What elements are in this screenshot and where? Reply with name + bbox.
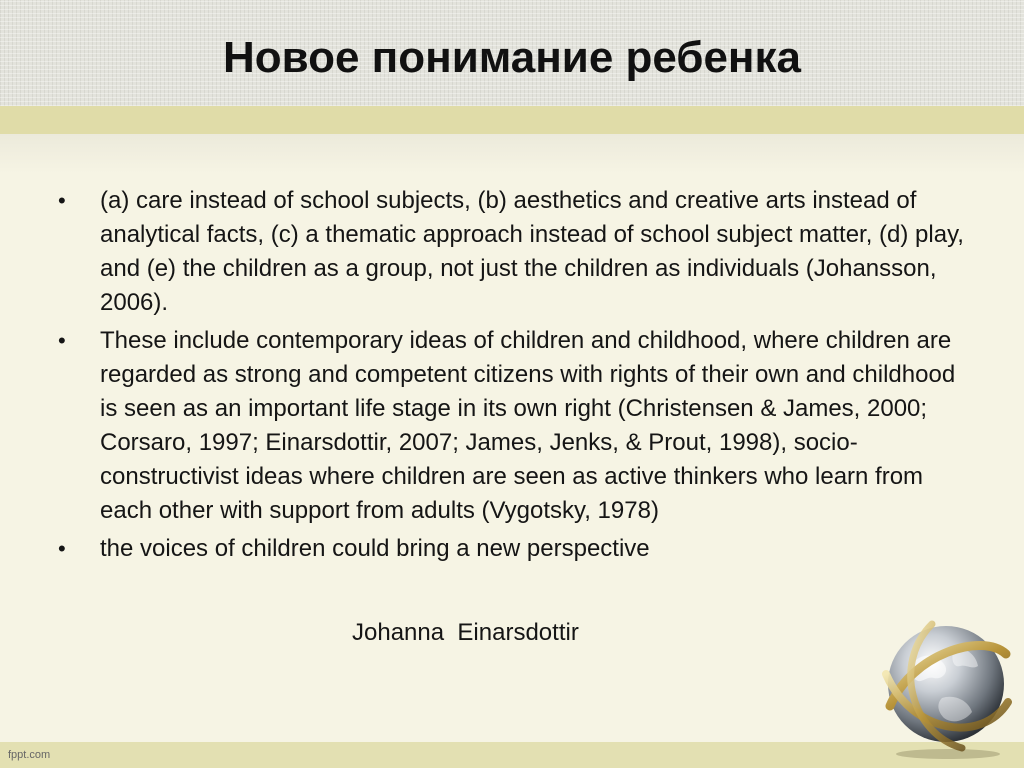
bullet-text: These include contemporary ideas of children and childhood, where children are regarded as strong and competent citizens with rights of their own and childhood is seen as an important life stage in its own right (Christensen & James, 2000; Corsaro, 1997; Einarsdottir, 2007; James, Jenks, & Prout, 1998), socio-constructivist ideas where children are seen as active thinkers who learn from each other with support from adults (Vygotsky, 1978) [100, 327, 956, 524]
header-band-shadow [0, 134, 1024, 174]
bullet-item [58, 324, 968, 528]
footer-source-text: fppt.com [8, 749, 51, 761]
bullet-marker: • [58, 328, 66, 353]
bullet-text: the voices of children could bring a new perspective [100, 535, 650, 562]
footer-bar [0, 742, 1024, 768]
globe-graphic [872, 614, 1018, 760]
bullet-list [58, 184, 968, 566]
author-signature: Johanna Einarsdottir [352, 619, 579, 646]
slide-content [58, 184, 968, 570]
bullet-item [58, 184, 968, 320]
bullet-marker: • [58, 188, 66, 213]
bullet-marker: • [58, 536, 66, 561]
bullet-text: (a) care instead of school subjects, (b) aesthetics and creative arts instead of analytical facts, (c) a thematic approach instead of school subject matter, (d) play, and (e) the children as a group, not just the children as individuals (Johansson, 2006). [100, 187, 964, 316]
slide-title: Новое понимание ребенка [222, 33, 801, 82]
bullet-item [58, 532, 968, 566]
globe-icon [872, 614, 1018, 760]
header-band [0, 106, 1024, 134]
